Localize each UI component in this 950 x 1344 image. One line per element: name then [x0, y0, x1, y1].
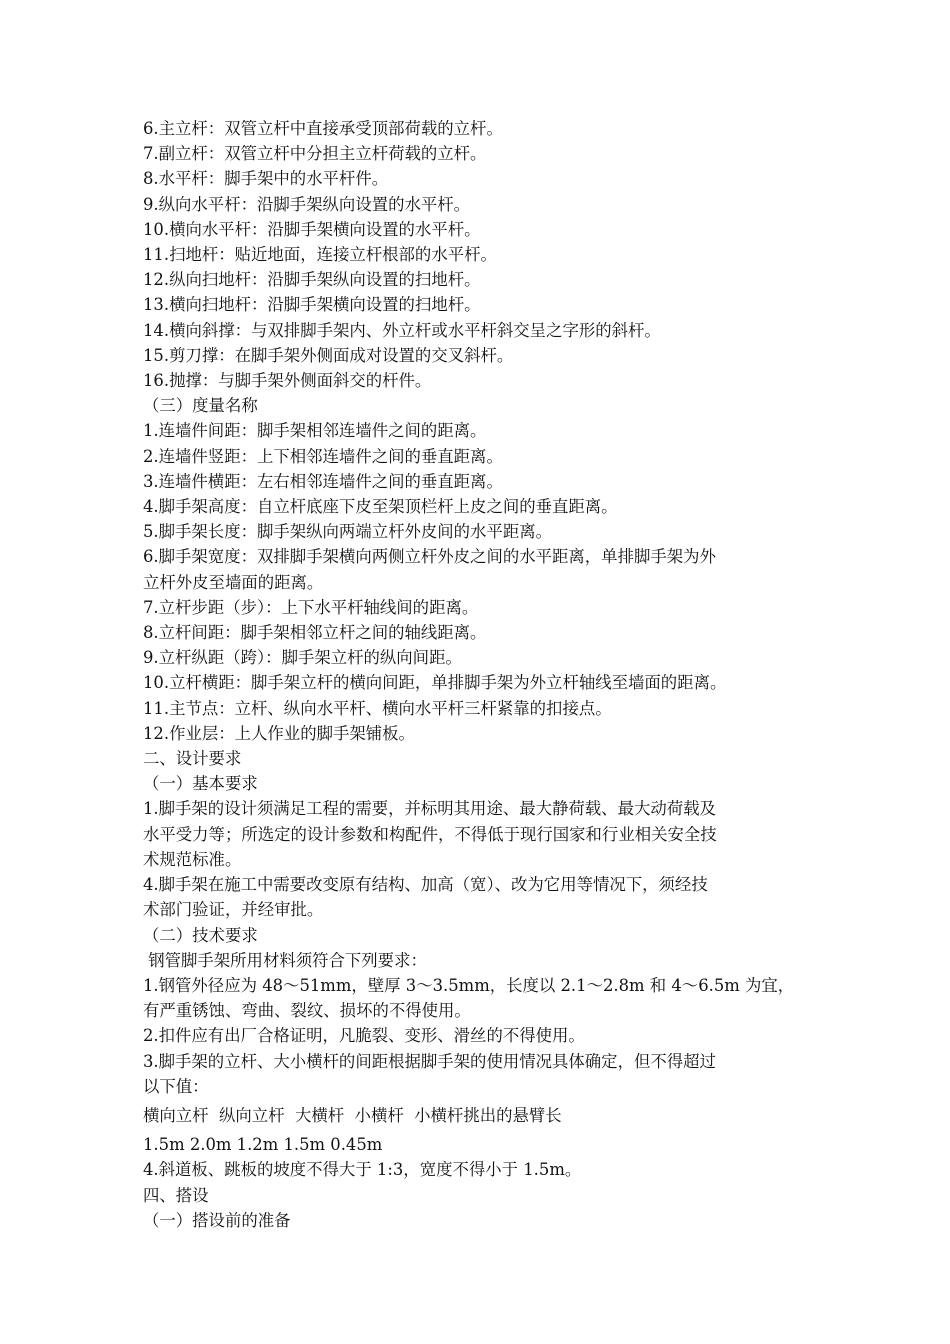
text-line: 12.纵向扫地杆：沿脚手架纵向设置的扫地杆。: [143, 270, 481, 290]
text-line: 13.横向扫地杆：沿脚手架横向设置的扫地杆。: [143, 295, 481, 315]
text-line: 1.连墙件间距：脚手架相邻连墙件之间的距离。: [143, 421, 487, 441]
document-page: [143, 116, 813, 1233]
text-line: 3.脚手架的立杆、大小横杆的间距根据脚手架的使用情况具体确定，但不得超过: [143, 1051, 716, 1071]
text-line: 8.水平杆：脚手架中的水平杆件。: [143, 169, 389, 189]
section-heading: （二）技术要求: [143, 925, 258, 945]
text-line: 1.脚手架的设计须满足工程的需要，并标明其用途、最大静荷载、最大动荷载及: [143, 799, 716, 819]
section-heading: （三）度量名称: [143, 396, 258, 416]
text-line: 14.横向斜撑：与双排脚手架内、外立杆或水平杆斜交呈之字形的斜杆。: [143, 320, 661, 340]
text-line: 钢管脚手架所用材料须符合下列要求：: [143, 950, 427, 970]
text-line: 水平受力等；所选定的设计参数和构配件，不得低于现行国家和行业相关安全技: [143, 824, 717, 844]
text-line: 11.主节点：立杆、纵向水平杆、横向水平杆三杆紧靠的扣接点。: [143, 698, 612, 718]
text-line: 有严重锈蚀、弯曲、裂纹、损坏的不得使用。: [143, 1001, 471, 1021]
text-line: 6.主立杆：双管立杆中直接承受顶部荷载的立杆。: [143, 119, 503, 138]
text-line: 9.纵向水平杆：沿脚手架纵向设置的水平杆。: [143, 194, 471, 214]
text-line: 12.作业层：上人作业的脚手架铺板。: [143, 723, 415, 743]
text-line: 7.副立杆：双管立杆中分担主立杆荷载的立杆。: [143, 144, 487, 164]
text-line: 2.扣件应有出厂合格证明，凡脆裂、变形、滑丝的不得使用。: [143, 1026, 585, 1046]
section-heading: （一）搭设前的准备: [143, 1210, 291, 1230]
text-line: 术部门验证，并经审批。: [143, 900, 324, 920]
text-line: 10.横向水平杆：沿脚手架横向设置的水平杆。: [143, 219, 481, 239]
text-line: 8.立杆间距：脚手架相邻立杆之间的轴线距离。: [143, 623, 487, 643]
text-line: 15.剪刀撑：在脚手架外侧面成对设置的交叉斜杆。: [143, 345, 514, 365]
text-line: 术规范标准。: [143, 849, 242, 869]
section-heading: （一）基本要求: [143, 774, 258, 794]
text-line: 5.脚手架长度：脚手架纵向两端立杆外皮间的水平距离。: [143, 522, 553, 542]
table-header-row: 横向立杆 纵向立杆 大横杆 小横杆 小横杆挑出的悬臂长: [143, 1105, 562, 1125]
text-line: 10.立杆横距：脚手架立杆的横向间距，单排脚手架为外立杆轴线至墙面的距离。: [143, 673, 727, 693]
section-heading: 四、搭设: [143, 1185, 209, 1205]
text-line: 4.脚手架在施工中需要改变原有结构、加高（宽）、改为它用等情况下，须经技: [143, 875, 708, 895]
text-line: 以下值：: [143, 1076, 209, 1096]
section-heading: 二、设计要求: [143, 749, 242, 769]
table-value-row: 1.5m 2.0m 1.2m 1.5m 0.45m: [143, 1135, 383, 1155]
text-line: 9.立杆纵距（跨）：脚手架立杆的纵向间距。: [143, 648, 462, 668]
text-line: 6.脚手架宽度：双排脚手架横向两侧立杆外皮之间的水平距离，单排脚手架为外: [143, 547, 716, 567]
text-line: 3.连墙件横距：左右相邻连墙件之间的垂直距离。: [143, 471, 503, 491]
text-line: 7.立杆步距（步）：上下水平杆轴线间的距离。: [143, 597, 479, 617]
text-line: 11.扫地杆：贴近地面，连接立杆根部的水平杆。: [143, 245, 497, 265]
text-line: 2.连墙件竖距：上下相邻连墙件之间的垂直距离。: [143, 446, 503, 466]
text-line: 4.脚手架高度：自立杆底座下皮至架顶栏杆上皮之间的垂直距离。: [143, 497, 618, 517]
text-line: 4.斜道板、跳板的坡度不得大于 1:3，宽度不得小于 1.5m。: [143, 1160, 582, 1180]
text-line: 1.钢管外径应为 48～51mm，壁厚 3～3.5mm，长度以 2.1～2.8m 和 4～6.5m 为宜，: [143, 975, 795, 995]
text-line: 立杆外皮至墙面的距离。: [143, 572, 324, 592]
text-line: 16.抛撑：与脚手架外侧面斜交的杆件。: [143, 371, 432, 391]
